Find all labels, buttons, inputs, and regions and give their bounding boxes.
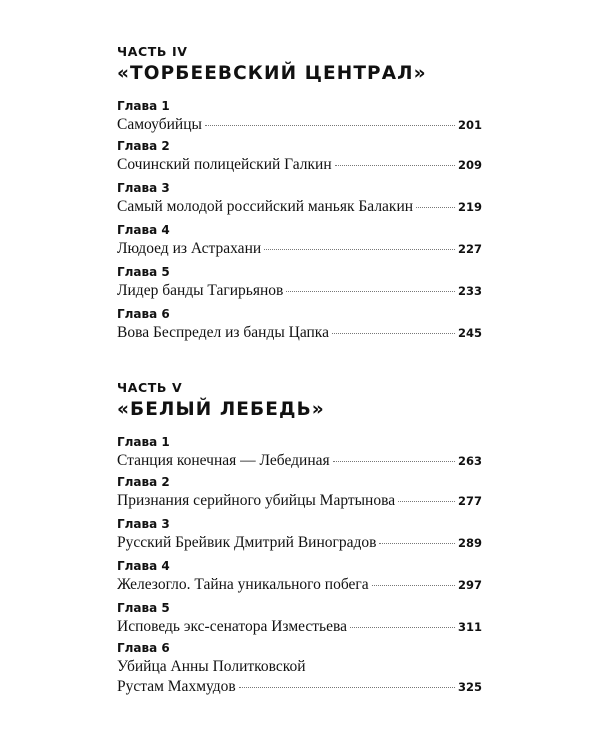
dot-leader bbox=[335, 164, 455, 166]
chapter-label: Глава 5 bbox=[117, 601, 170, 615]
chapter-title: Рустам Махмудов bbox=[117, 678, 236, 695]
part-header bbox=[117, 380, 325, 422]
toc-entry[interactable] bbox=[117, 516, 482, 553]
toc-entry[interactable] bbox=[117, 180, 482, 217]
chapter-title-line1: Убийца Анны Политковской bbox=[117, 658, 306, 675]
dot-leader bbox=[333, 460, 455, 462]
page-number: 297 bbox=[457, 578, 482, 592]
dot-leader bbox=[416, 206, 455, 208]
dot-leader bbox=[372, 584, 455, 586]
dot-leader bbox=[379, 542, 455, 544]
chapter-title: Исповедь экс-сенатора Изместьева bbox=[117, 618, 348, 635]
dot-leader bbox=[332, 332, 455, 334]
chapter-title: Русский Брейвик Дмитрий Виноградов bbox=[117, 534, 377, 551]
page-number: 219 bbox=[457, 200, 482, 214]
toc-entry[interactable] bbox=[117, 306, 482, 343]
chapter-label: Глава 2 bbox=[117, 139, 170, 153]
chapter-label: Глава 1 bbox=[117, 435, 170, 449]
toc-entry[interactable] bbox=[117, 264, 482, 301]
toc-entry[interactable] bbox=[117, 600, 482, 637]
page-number: 245 bbox=[457, 326, 482, 340]
chapter-title: Вова Беспредел из банды Цапка bbox=[117, 324, 329, 341]
chapter-label: Глава 5 bbox=[117, 265, 170, 279]
dot-leader bbox=[205, 124, 455, 126]
dot-leader bbox=[398, 500, 455, 502]
chapter-label: Глава 4 bbox=[117, 559, 170, 573]
page-number: 233 bbox=[457, 284, 482, 298]
chapter-label: Глава 3 bbox=[117, 181, 170, 195]
chapter-title: Людоед из Астрахани bbox=[117, 240, 262, 257]
page-number: 277 bbox=[457, 494, 482, 508]
dot-leader bbox=[264, 248, 455, 250]
chapter-label: Глава 1 bbox=[117, 99, 170, 113]
part-label: ЧАСТЬ IV bbox=[117, 44, 188, 59]
page-number: 325 bbox=[457, 680, 482, 694]
chapter-title: Лидер банды Тагирьянов bbox=[117, 282, 284, 299]
chapter-title: Железогло. Тайна уникального побега bbox=[117, 576, 369, 593]
part-header bbox=[117, 44, 427, 86]
dot-leader bbox=[286, 290, 455, 292]
chapter-label: Глава 2 bbox=[117, 475, 170, 489]
page-number: 263 bbox=[457, 454, 482, 468]
toc-entry[interactable] bbox=[117, 222, 482, 259]
page-number: 209 bbox=[457, 158, 482, 172]
page-number: 311 bbox=[457, 620, 482, 634]
toc-entry[interactable] bbox=[117, 138, 482, 175]
toc-entry[interactable] bbox=[117, 98, 482, 135]
chapter-title: Самоубийцы bbox=[117, 116, 202, 133]
page-number: 227 bbox=[457, 242, 482, 256]
chapter-title: Самый молодой российский маньяк Балакин bbox=[117, 198, 414, 215]
toc-entry[interactable] bbox=[117, 558, 482, 595]
toc-entry[interactable] bbox=[117, 640, 482, 697]
toc-entry[interactable] bbox=[117, 434, 482, 471]
chapter-title: Станция конечная — Лебединая bbox=[117, 452, 330, 469]
dot-leader bbox=[239, 686, 455, 688]
page-number: 201 bbox=[457, 118, 482, 132]
toc-entry[interactable] bbox=[117, 474, 482, 511]
page-number: 289 bbox=[457, 536, 482, 550]
dot-leader bbox=[350, 626, 455, 628]
chapter-title: Признания серийного убийцы Мартынова bbox=[117, 492, 396, 509]
part-label: ЧАСТЬ V bbox=[117, 380, 183, 395]
chapter-label: Глава 3 bbox=[117, 517, 170, 531]
part-title: «ТОРБЕЕВСКИЙ ЦЕНТРАЛ» bbox=[117, 63, 427, 84]
chapter-label: Глава 4 bbox=[117, 223, 170, 237]
part-title: «БЕЛЫЙ ЛЕБЕДЬ» bbox=[117, 399, 325, 420]
chapter-label: Глава 6 bbox=[117, 641, 170, 655]
chapter-title: Сочинский полицейский Галкин bbox=[117, 156, 332, 173]
chapter-label: Глава 6 bbox=[117, 307, 170, 321]
